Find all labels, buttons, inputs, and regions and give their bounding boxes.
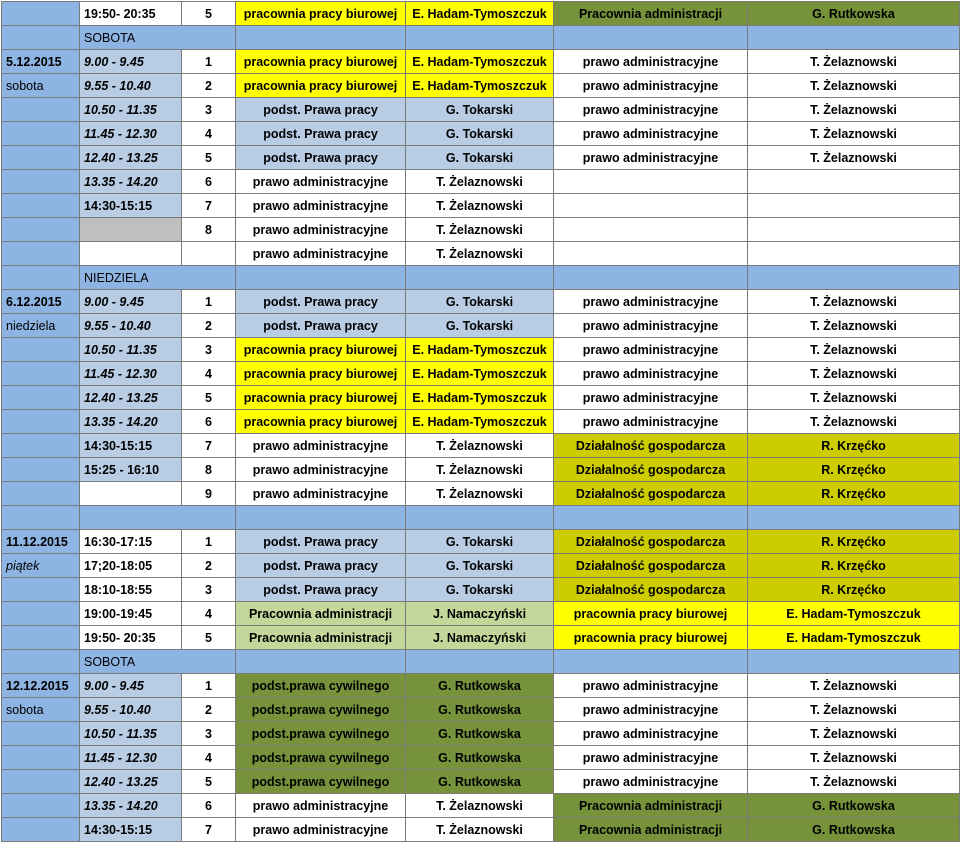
teacher-cell: T. Żelaznowski	[748, 98, 960, 122]
lesson-row	[2, 386, 960, 410]
subject-cell	[236, 506, 406, 530]
lesson-row	[2, 554, 960, 578]
lesson-row	[2, 218, 960, 242]
time-cell: 9.55 - 10.40	[80, 74, 182, 98]
teacher-cell: G. Tokarski	[406, 314, 554, 338]
subject-cell: podst. Prawa pracy	[236, 98, 406, 122]
teacher-cell: G. Tokarski	[406, 122, 554, 146]
day-header-row	[2, 506, 960, 530]
teacher-cell: T. Żelaznowski	[406, 458, 554, 482]
subject-cell: pracownia pracy biurowej	[554, 626, 748, 650]
teacher-cell	[748, 266, 960, 290]
subject-cell: Pracownia administracji	[554, 818, 748, 842]
teacher-cell: T. Żelaznowski	[406, 794, 554, 818]
lesson-row	[2, 794, 960, 818]
time-cell: 13.35 - 14.20	[80, 410, 182, 434]
date-cell	[2, 578, 80, 602]
time-cell: 12.40 - 13.25	[80, 386, 182, 410]
subject-cell: prawo administracyjne	[554, 698, 748, 722]
time-cell: 14:30-15:15	[80, 194, 182, 218]
teacher-cell: R. Krzęćko	[748, 578, 960, 602]
subject-cell: prawo administracyjne	[554, 338, 748, 362]
time-cell: 15:25 - 16:10	[80, 458, 182, 482]
teacher-cell: G. Rutkowska	[406, 674, 554, 698]
date-cell	[2, 146, 80, 170]
teacher-cell: T. Żelaznowski	[406, 218, 554, 242]
teacher-cell: T. Żelaznowski	[406, 170, 554, 194]
subject-cell	[236, 26, 406, 50]
teacher-cell: E. Hadam-Tymoszczuk	[406, 386, 554, 410]
teacher-cell: T. Żelaznowski	[748, 386, 960, 410]
time-cell: 16:30-17:15	[80, 530, 182, 554]
lesson-number	[182, 242, 236, 266]
lesson-row	[2, 338, 960, 362]
subject-cell: pracownia pracy biurowej	[236, 338, 406, 362]
day-header-row	[2, 650, 960, 674]
subject-cell: prawo administracyjne	[554, 74, 748, 98]
subject-cell: prawo administracyjne	[554, 98, 748, 122]
subject-cell: prawo administracyjne	[554, 290, 748, 314]
lesson-number: 2	[182, 314, 236, 338]
teacher-cell: T. Żelaznowski	[406, 434, 554, 458]
subject-cell: Pracownia administracji	[554, 2, 748, 26]
subject-cell	[236, 266, 406, 290]
subject-cell: prawo administracyjne	[236, 482, 406, 506]
lesson-number: 1	[182, 674, 236, 698]
subject-cell: prawo administracyjne	[554, 386, 748, 410]
date-cell	[2, 434, 80, 458]
teacher-cell: G. Tokarski	[406, 554, 554, 578]
subject-cell: pracownia pracy biurowej	[236, 362, 406, 386]
time-cell: 10.50 - 11.35	[80, 338, 182, 362]
date-cell	[2, 626, 80, 650]
subject-cell: pracownia pracy biurowej	[236, 2, 406, 26]
lesson-row	[2, 290, 960, 314]
lesson-row	[2, 674, 960, 698]
lesson-number: 7	[182, 434, 236, 458]
day-label: NIEDZIELA	[80, 266, 236, 290]
lesson-row	[2, 626, 960, 650]
teacher-cell: E. Hadam-Tymoszczuk	[406, 74, 554, 98]
teacher-cell: T. Żelaznowski	[748, 770, 960, 794]
subject-cell: prawo administracyjne	[236, 794, 406, 818]
lesson-number: 1	[182, 290, 236, 314]
lesson-number: 2	[182, 698, 236, 722]
lesson-row	[2, 98, 960, 122]
subject-cell: podst. Prawa pracy	[236, 290, 406, 314]
lesson-row	[2, 194, 960, 218]
date-cell	[2, 506, 80, 530]
lesson-number: 5	[182, 626, 236, 650]
lesson-row	[2, 770, 960, 794]
teacher-cell: E. Hadam-Tymoszczuk	[748, 626, 960, 650]
teacher-cell	[748, 26, 960, 50]
lesson-number: 5	[182, 2, 236, 26]
lesson-row	[2, 170, 960, 194]
teacher-cell	[406, 506, 554, 530]
lesson-row	[2, 410, 960, 434]
subject-cell: podst.prawa cywilnego	[236, 698, 406, 722]
teacher-cell: T. Żelaznowski	[748, 74, 960, 98]
teacher-cell: T. Żelaznowski	[748, 410, 960, 434]
subject-cell: Pracownia administracji	[554, 794, 748, 818]
subject-cell: prawo administracyjne	[236, 242, 406, 266]
date-cell	[2, 26, 80, 50]
teacher-cell	[748, 650, 960, 674]
teacher-cell: T. Żelaznowski	[406, 242, 554, 266]
time-cell: 12.40 - 13.25	[80, 146, 182, 170]
subject-cell	[554, 26, 748, 50]
day-label	[80, 506, 236, 530]
teacher-cell: G. Rutkowska	[748, 2, 960, 26]
teacher-cell	[748, 170, 960, 194]
subject-cell	[554, 242, 748, 266]
lesson-row	[2, 578, 960, 602]
time-cell: 17;20-18:05	[80, 554, 182, 578]
subject-cell: prawo administracyjne	[554, 674, 748, 698]
teacher-cell	[748, 242, 960, 266]
time-cell: 9.00 - 9.45	[80, 50, 182, 74]
date-cell	[2, 242, 80, 266]
subject-cell: podst.prawa cywilnego	[236, 770, 406, 794]
date-cell	[2, 818, 80, 842]
lesson-number: 7	[182, 818, 236, 842]
subject-cell	[554, 650, 748, 674]
date-cell	[2, 386, 80, 410]
lesson-row	[2, 482, 960, 506]
time-cell: 12.40 - 13.25	[80, 770, 182, 794]
subject-cell: podst. Prawa pracy	[236, 146, 406, 170]
lesson-number: 3	[182, 98, 236, 122]
day-label: SOBOTA	[80, 650, 236, 674]
lesson-row	[2, 242, 960, 266]
subject-cell: podst. Prawa pracy	[236, 314, 406, 338]
teacher-cell: G. Tokarski	[406, 146, 554, 170]
time-cell: 13.35 - 14.20	[80, 794, 182, 818]
time-cell: 19:50- 20:35	[80, 2, 182, 26]
lesson-row	[2, 722, 960, 746]
date-cell: piątek	[2, 554, 80, 578]
time-cell: 14:30-15:15	[80, 818, 182, 842]
date-cell	[2, 266, 80, 290]
time-cell: 14:30-15:15	[80, 434, 182, 458]
teacher-cell: T. Żelaznowski	[748, 290, 960, 314]
lesson-number: 4	[182, 746, 236, 770]
teacher-cell: T. Żelaznowski	[748, 314, 960, 338]
teacher-cell: E. Hadam-Tymoszczuk	[406, 338, 554, 362]
teacher-cell: T. Żelaznowski	[748, 122, 960, 146]
date-cell: 11.12.2015	[2, 530, 80, 554]
teacher-cell	[748, 194, 960, 218]
time-cell: 9.00 - 9.45	[80, 290, 182, 314]
date-cell	[2, 122, 80, 146]
teacher-cell: R. Krzęćko	[748, 530, 960, 554]
time-cell: 9.55 - 10.40	[80, 698, 182, 722]
lesson-number: 3	[182, 578, 236, 602]
subject-cell: prawo administracyjne	[554, 770, 748, 794]
lesson-number: 3	[182, 722, 236, 746]
subject-cell: prawo administracyjne	[236, 458, 406, 482]
time-cell: 11.45 - 12.30	[80, 746, 182, 770]
teacher-cell: T. Żelaznowski	[748, 362, 960, 386]
subject-cell: pracownia pracy biurowej	[236, 410, 406, 434]
subject-cell: pracownia pracy biurowej	[236, 50, 406, 74]
time-cell: 9.00 - 9.45	[80, 674, 182, 698]
lesson-number: 6	[182, 410, 236, 434]
lesson-row	[2, 698, 960, 722]
subject-cell	[554, 506, 748, 530]
time-cell: 13.35 - 14.20	[80, 170, 182, 194]
lesson-number: 1	[182, 50, 236, 74]
lesson-number: 8	[182, 458, 236, 482]
teacher-cell: J. Namaczyński	[406, 626, 554, 650]
teacher-cell: R. Krzęćko	[748, 482, 960, 506]
date-cell	[2, 722, 80, 746]
teacher-cell: T. Żelaznowski	[406, 818, 554, 842]
lesson-row	[2, 530, 960, 554]
date-cell	[2, 194, 80, 218]
lesson-number: 4	[182, 602, 236, 626]
lesson-row	[2, 146, 960, 170]
lesson-row	[2, 74, 960, 98]
date-cell	[2, 794, 80, 818]
subject-cell: pracownia pracy biurowej	[554, 602, 748, 626]
date-cell: sobota	[2, 74, 80, 98]
subject-cell: podst. Prawa pracy	[236, 530, 406, 554]
teacher-cell	[748, 218, 960, 242]
subject-cell: prawo administracyjne	[236, 218, 406, 242]
day-header-row	[2, 266, 960, 290]
day-header-row	[2, 26, 960, 50]
subject-cell	[554, 170, 748, 194]
date-cell	[2, 746, 80, 770]
date-cell	[2, 170, 80, 194]
subject-cell: Pracownia administracji	[236, 626, 406, 650]
subject-cell: prawo administracyjne	[554, 722, 748, 746]
date-cell	[2, 770, 80, 794]
teacher-cell: E. Hadam-Tymoszczuk	[406, 362, 554, 386]
subject-cell: Działalność gospodarcza	[554, 434, 748, 458]
teacher-cell: R. Krzęćko	[748, 434, 960, 458]
lesson-row	[2, 2, 960, 26]
teacher-cell: E. Hadam-Tymoszczuk	[406, 50, 554, 74]
time-cell	[80, 242, 182, 266]
teacher-cell: T. Żelaznowski	[748, 746, 960, 770]
lesson-row	[2, 314, 960, 338]
teacher-cell: G. Rutkowska	[406, 722, 554, 746]
subject-cell: prawo administracyjne	[554, 146, 748, 170]
date-cell: sobota	[2, 698, 80, 722]
time-cell: 19:50- 20:35	[80, 626, 182, 650]
subject-cell: Działalność gospodarcza	[554, 554, 748, 578]
teacher-cell: G. Rutkowska	[406, 698, 554, 722]
subject-cell	[236, 650, 406, 674]
lesson-number: 2	[182, 74, 236, 98]
teacher-cell: T. Żelaznowski	[748, 722, 960, 746]
teacher-cell: G. Tokarski	[406, 578, 554, 602]
date-cell	[2, 218, 80, 242]
date-cell: 5.12.2015	[2, 50, 80, 74]
time-cell: 19:00-19:45	[80, 602, 182, 626]
day-label: SOBOTA	[80, 26, 236, 50]
date-cell: 12.12.2015	[2, 674, 80, 698]
subject-cell: podst.prawa cywilnego	[236, 746, 406, 770]
schedule-table	[1, 1, 960, 842]
lesson-row	[2, 122, 960, 146]
subject-cell: prawo administracyjne	[554, 122, 748, 146]
time-cell: 18:10-18:55	[80, 578, 182, 602]
schedule-body	[2, 2, 960, 842]
lesson-number: 5	[182, 770, 236, 794]
subject-cell: prawo administracyjne	[236, 434, 406, 458]
lesson-number: 6	[182, 170, 236, 194]
subject-cell: prawo administracyjne	[554, 746, 748, 770]
date-cell	[2, 338, 80, 362]
teacher-cell: T. Żelaznowski	[748, 338, 960, 362]
subject-cell: podst.prawa cywilnego	[236, 674, 406, 698]
subject-cell: podst.prawa cywilnego	[236, 722, 406, 746]
time-cell: 11.45 - 12.30	[80, 362, 182, 386]
teacher-cell: G. Tokarski	[406, 530, 554, 554]
teacher-cell: J. Namaczyński	[406, 602, 554, 626]
lesson-row	[2, 50, 960, 74]
subject-cell: Pracownia administracji	[236, 602, 406, 626]
subject-cell: prawo administracyjne	[554, 362, 748, 386]
teacher-cell: E. Hadam-Tymoszczuk	[748, 602, 960, 626]
date-cell: 6.12.2015	[2, 290, 80, 314]
subject-cell: podst. Prawa pracy	[236, 578, 406, 602]
subject-cell: pracownia pracy biurowej	[236, 74, 406, 98]
teacher-cell	[748, 506, 960, 530]
teacher-cell	[406, 266, 554, 290]
lesson-number: 2	[182, 554, 236, 578]
lesson-number: 5	[182, 386, 236, 410]
lesson-number: 1	[182, 530, 236, 554]
date-cell	[2, 458, 80, 482]
subject-cell: prawo administracyjne	[236, 194, 406, 218]
teacher-cell	[406, 650, 554, 674]
subject-cell: pracownia pracy biurowej	[236, 386, 406, 410]
time-cell	[80, 218, 182, 242]
teacher-cell: G. Rutkowska	[748, 818, 960, 842]
lesson-number: 4	[182, 362, 236, 386]
subject-cell: Działalność gospodarcza	[554, 578, 748, 602]
date-cell: niedziela	[2, 314, 80, 338]
teacher-cell: G. Rutkowska	[748, 794, 960, 818]
subject-cell: prawo administracyjne	[236, 818, 406, 842]
date-cell	[2, 650, 80, 674]
time-cell: 10.50 - 11.35	[80, 722, 182, 746]
teacher-cell: T. Żelaznowski	[406, 482, 554, 506]
lesson-number: 3	[182, 338, 236, 362]
teacher-cell	[406, 26, 554, 50]
teacher-cell: G. Tokarski	[406, 290, 554, 314]
subject-cell: Działalność gospodarcza	[554, 482, 748, 506]
teacher-cell: T. Żelaznowski	[748, 50, 960, 74]
subject-cell: prawo administracyjne	[554, 410, 748, 434]
date-cell	[2, 98, 80, 122]
lesson-row	[2, 434, 960, 458]
date-cell	[2, 2, 80, 26]
lesson-number: 7	[182, 194, 236, 218]
lesson-number: 4	[182, 122, 236, 146]
teacher-cell: T. Żelaznowski	[748, 674, 960, 698]
subject-cell: podst. Prawa pracy	[236, 122, 406, 146]
teacher-cell: G. Rutkowska	[406, 746, 554, 770]
time-cell: 10.50 - 11.35	[80, 98, 182, 122]
subject-cell: Działalność gospodarcza	[554, 530, 748, 554]
subject-cell: prawo administracyjne	[236, 170, 406, 194]
lesson-row	[2, 746, 960, 770]
lesson-number: 6	[182, 794, 236, 818]
subject-cell: prawo administracyjne	[554, 314, 748, 338]
lesson-number: 5	[182, 146, 236, 170]
teacher-cell: T. Żelaznowski	[748, 698, 960, 722]
subject-cell	[554, 218, 748, 242]
teacher-cell: T. Żelaznowski	[406, 194, 554, 218]
subject-cell: podst. Prawa pracy	[236, 554, 406, 578]
teacher-cell: E. Hadam-Tymoszczuk	[406, 410, 554, 434]
teacher-cell: G. Rutkowska	[406, 770, 554, 794]
teacher-cell: R. Krzęćko	[748, 458, 960, 482]
teacher-cell: G. Tokarski	[406, 98, 554, 122]
lesson-number: 8	[182, 218, 236, 242]
time-cell: 9.55 - 10.40	[80, 314, 182, 338]
lesson-row	[2, 458, 960, 482]
time-cell: 11.45 - 12.30	[80, 122, 182, 146]
subject-cell	[554, 194, 748, 218]
time-cell	[80, 482, 182, 506]
lesson-number: 9	[182, 482, 236, 506]
lesson-row	[2, 602, 960, 626]
lesson-row	[2, 818, 960, 842]
teacher-cell: T. Żelaznowski	[748, 146, 960, 170]
subject-cell: Działalność gospodarcza	[554, 458, 748, 482]
date-cell	[2, 362, 80, 386]
subject-cell: prawo administracyjne	[554, 50, 748, 74]
subject-cell	[554, 266, 748, 290]
date-cell	[2, 602, 80, 626]
lesson-row	[2, 362, 960, 386]
teacher-cell: R. Krzęćko	[748, 554, 960, 578]
date-cell	[2, 482, 80, 506]
teacher-cell: E. Hadam-Tymoszczuk	[406, 2, 554, 26]
date-cell	[2, 410, 80, 434]
